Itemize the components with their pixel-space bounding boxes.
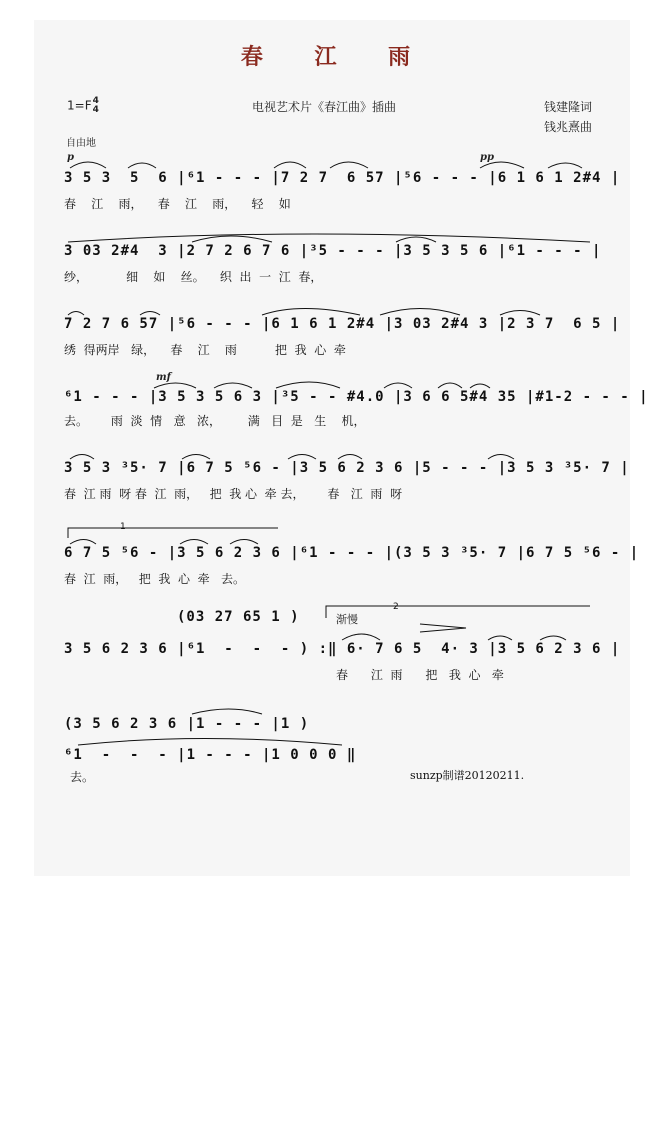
tempo-marking: 自由地 [66,138,96,149]
notation-row-3: 7 2 7 6 57 |⁵6 - - - |6 1 6 1 2#4 |3 03 2#4 3 |2 3 7 6 5 | [64,316,621,332]
lyrics-row-8: 去。 [70,770,95,784]
coda-upper-line: (3 5 6 2 3 6 |1 - - - |1 ) [64,716,310,732]
composer: 钱兆熹曲 [544,120,593,134]
lyrics-row-5: 春 江 雨 呀 春 江 雨， 把 我 心 牵 去， 春 江 雨 呀 [64,487,403,501]
lyrics-row-2: 纱， 细 如 丝。 织 出 一 江 春， [64,270,323,284]
dynamic-p: p [67,152,74,163]
notation-row-1: 3 5 3 5 6 |⁶1 - - - |7 2 7 6 57 |⁵6 - - - |6 1 6 1 2#4 | [64,170,621,186]
dynamic-pp: pp [480,152,494,163]
second-ending-number: 2 [393,602,399,612]
notation-row-2: 3 03 2#4 3 |2 7 2 6 7 6 |³5 - - - |3 5 3 5 6 |⁶1 - - - | [64,243,602,259]
key-label: 1=F [67,98,92,113]
notation-row-5: 3 5 3 ³5· 7 |6 7 5 ⁵6 - |3 5 6 2 3 6 |5 - - - |3 5 3 ³5· 7 | [64,460,630,476]
transcriber-credit: sunzp制谱20120211. [410,769,525,782]
notation-row-7: 3 5 6 2 3 6 |⁶1 - - - ) :‖ 6· 7 6 5 4· 3 |3 5 6 2 3 6 | [64,641,621,657]
time-denominator: 4 [92,105,99,115]
lyrics-row-1: 春 江 雨， 春 江 雨， 轻 如 [64,197,291,211]
song-title: 春 江 雨 [240,44,433,70]
notation-row-4: ⁶1 - - - |3 5 3 5 6 3 |³5 - - #4.0 |3 6 6 5#4 35 |#1-2 - - - | [64,389,649,405]
first-ending-number: 1 [120,522,126,532]
notation-row-8: ⁶1 - - - |1 - - - |1 0 0 0 ‖ [64,747,357,763]
dynamic-mf: mf [156,372,171,383]
lyricist: 钱建隆词 [544,100,593,114]
subtitle: 电视艺术片《春江曲》插曲 [252,100,397,114]
rit-marking: 渐慢 [336,613,358,626]
interlude-line: (03 27 65 1 ) [177,609,300,625]
lyrics-row-3: 绣 得两岸 绿， 春 江 雨 把 我 心 牵 [64,343,346,357]
lyrics-row-6: 春 江 雨， 把 我 心 牵 去。 [64,572,246,586]
lyrics-row-7: 春 江 雨 把 我 心 牵 [336,668,504,682]
notation-row-6: 6 7 5 ⁵6 - |3 5 6 2 3 6 |⁶1 - - - |(3 5 3 ³5· 7 |6 7 5 ⁵6 - | [64,545,640,561]
lyrics-row-4: 去。 雨 淡 情 意 浓， 满 目 是 生 机， [64,414,366,428]
time-numerator: 4 [92,96,99,106]
key-signature [67,97,99,115]
